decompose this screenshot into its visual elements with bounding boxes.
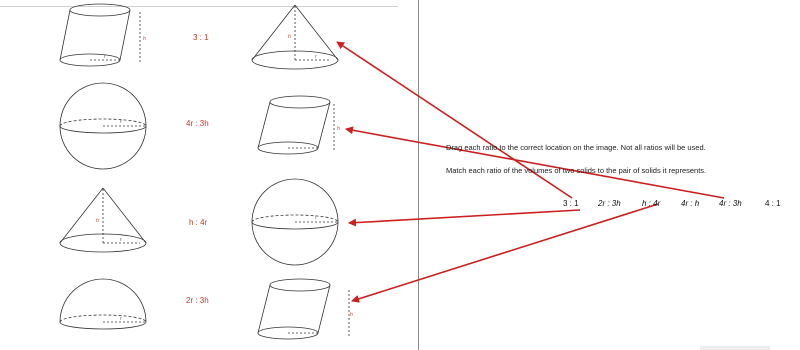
label-h: h xyxy=(350,312,353,318)
instruction-drag: Drag each ratio to the correct location on the image. Not all ratios will be used. xyxy=(446,143,706,152)
label-r: r xyxy=(120,119,122,125)
sphere-right xyxy=(252,179,338,265)
arrow-cylinder-right xyxy=(346,129,724,198)
label-h: h xyxy=(96,218,99,224)
ratio-label-row2: 4r : 3h xyxy=(186,119,209,128)
instruction-match: Match each ratio of the volumes of two solids to the pair of solids it represents. xyxy=(446,166,707,175)
label-h: h xyxy=(143,36,146,42)
cone-top-right xyxy=(252,5,338,69)
oblique-cylinder-right xyxy=(258,96,334,154)
choice-h-4r[interactable]: h : 4r xyxy=(642,199,661,208)
cone-left xyxy=(60,188,146,252)
ratio-label-row1: 3 : 1 xyxy=(193,33,209,42)
label-r: r xyxy=(315,54,317,60)
label-r: r xyxy=(120,237,122,243)
arrow-sphere-right xyxy=(349,210,580,223)
ratio-label-row3: h : 4r xyxy=(189,218,208,227)
arrow-cylinder-bottom xyxy=(352,204,658,301)
hemisphere-left xyxy=(60,279,146,329)
sphere-left xyxy=(60,83,146,169)
oblique-cylinder-top-left xyxy=(60,4,140,66)
label-r: r xyxy=(104,54,106,60)
label-h: h xyxy=(337,126,340,132)
label-r: r xyxy=(120,316,122,322)
bottom-strip xyxy=(700,346,770,350)
ratio-label-row4: 2r : 3h xyxy=(186,296,209,305)
label-h: h xyxy=(288,34,291,40)
choice-3-1[interactable]: 3 : 1 xyxy=(563,199,579,208)
choice-4r-3h[interactable]: 4r : 3h xyxy=(719,199,742,208)
choice-2r-3h[interactable]: 2r : 3h xyxy=(598,199,621,208)
choice-4-1[interactable]: 4 : 1 xyxy=(765,199,781,208)
choice-4r-h[interactable]: 4r : h xyxy=(681,199,700,208)
label-r: r xyxy=(315,215,317,221)
oblique-cylinder-bottom-right xyxy=(258,279,349,339)
